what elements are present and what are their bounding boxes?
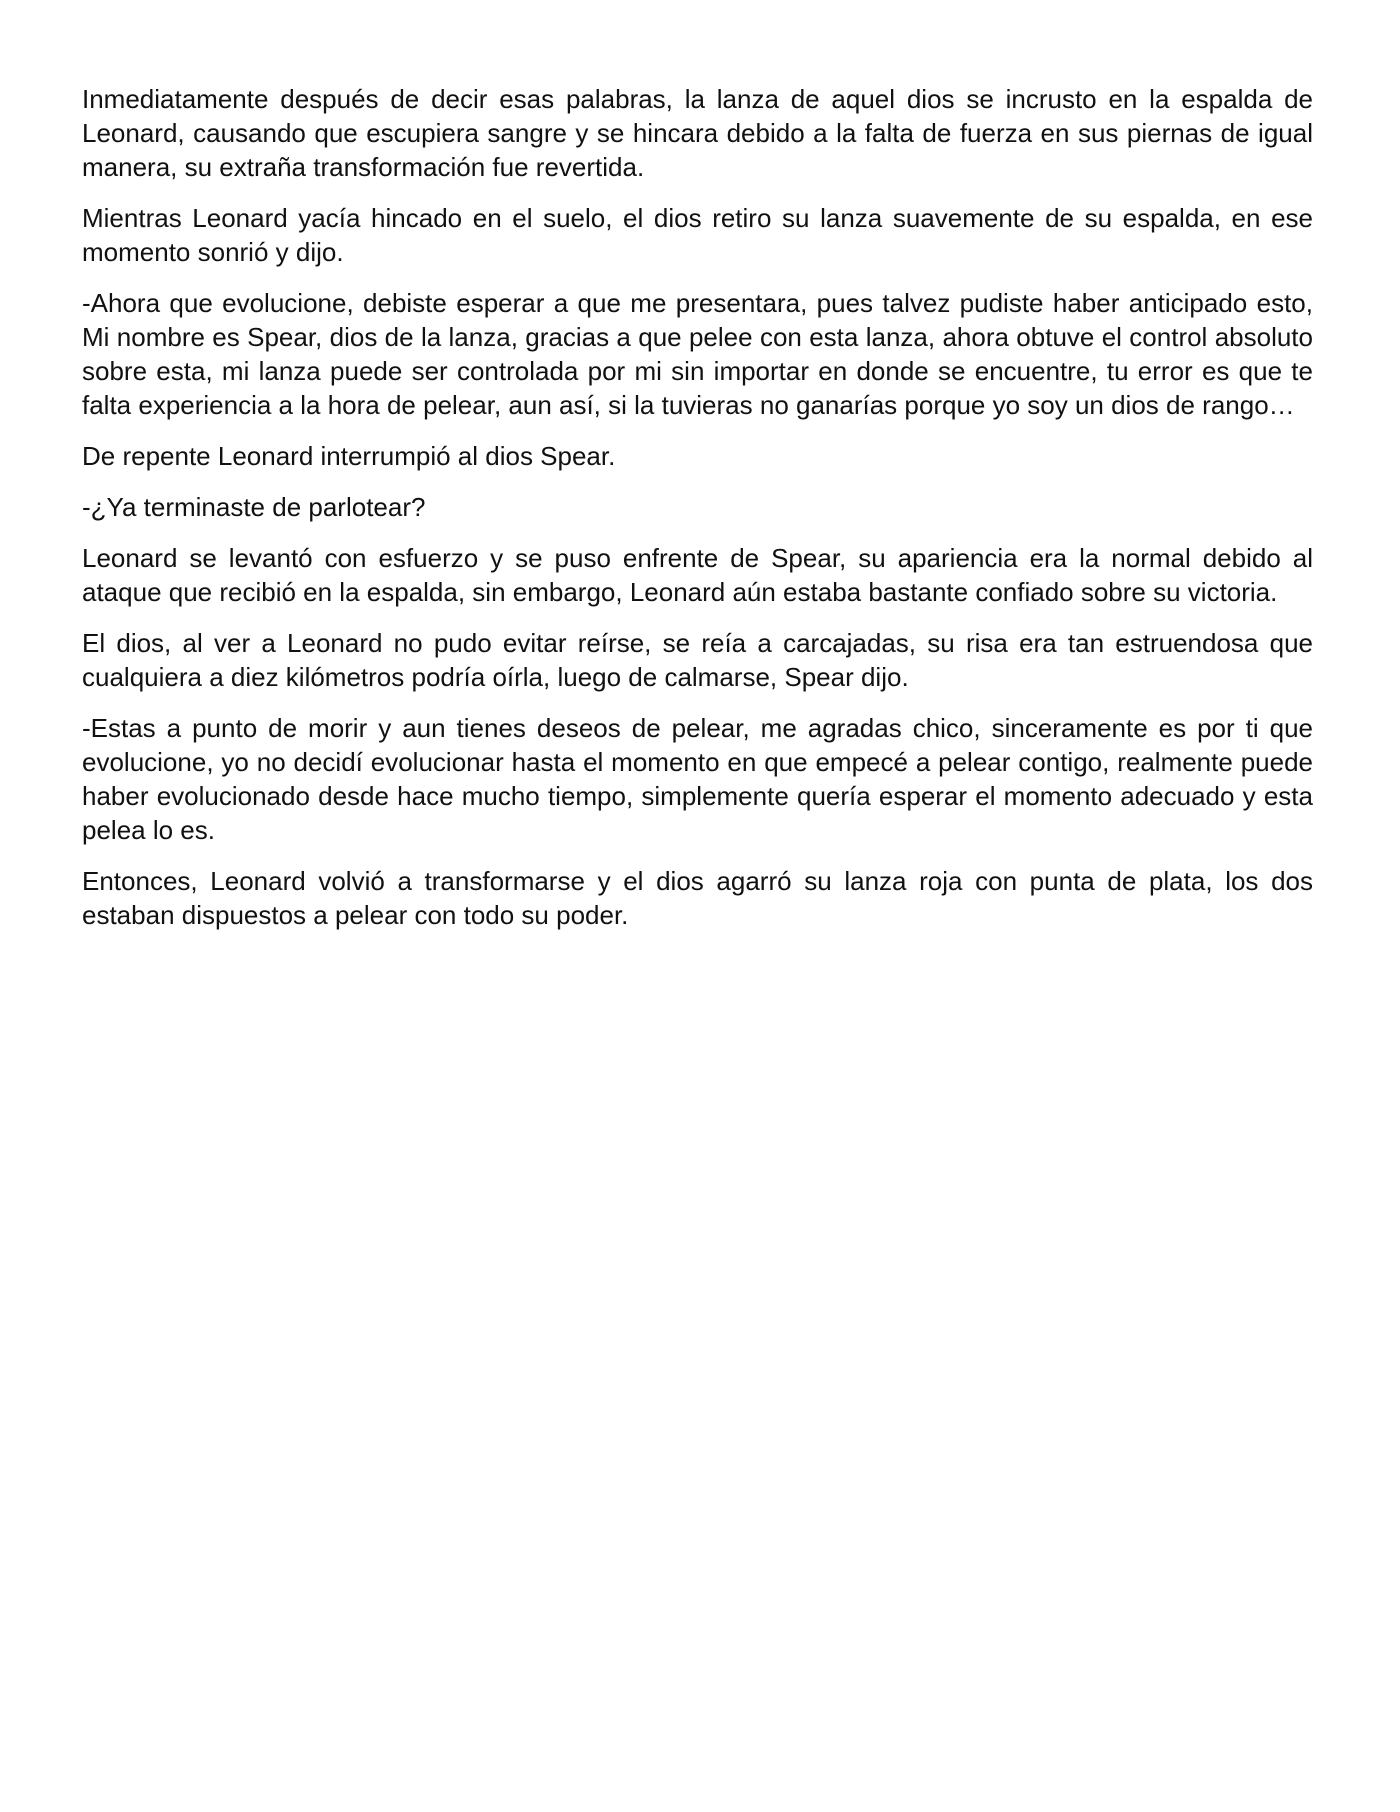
paragraph: Mientras Leonard yacía hincado en el suelo, el dios retiro su lanza suavemente de su espalda, en ese momento sonrió y dijo. [82,203,1313,267]
paragraph: Leonard se levantó con esfuerzo y se puso enfrente de Spear, su apariencia era la normal debido al ataque que recibió en la espalda, sin embargo, Leonard aún estaba bastante confiado sobre su victoria. [82,543,1313,607]
paragraph: El dios, al ver a Leonard no pudo evitar reírse, se reía a carcajadas, su risa era tan estruendosa que cualquiera a diez kilómetros podría oírla, luego de calmarse, Spear dijo. [82,628,1313,692]
paragraph: De repente Leonard interrumpió al dios Spear. [82,441,616,471]
paragraph: -Ahora que evolucione, debiste esperar a que me presentara, pues talvez pudiste haber anticipado esto, Mi nombre es Spear, dios de la lanza, gracias a que pelee con esta lanza, ahora obtuve el control absoluto sobre esta, mi lanza puede ser controlada por mi sin importar en donde se encuentre, tu error es que te falta experiencia a la hora de pelear, aun así, si la tuvieras no ganarías porque yo soy un dios de rango… [82,288,1313,420]
paragraph: -Estas a punto de morir y aun tienes deseos de pelear, me agradas chico, sinceramente es por ti que evolucione, yo no decidí evolucionar hasta el momento en que empecé a pelear contigo, realmente puede haber evolucionado desde hace mucho tiempo, simplemente quería esperar el momento adecuado y esta pelea lo es. [82,713,1313,845]
paragraph: -¿Ya terminaste de parlotear? [82,492,426,522]
document-body [82,82,1313,949]
paragraph: Entonces, Leonard volvió a transformarse y el dios agarró su lanza roja con punta de plata, los dos estaban dispuestos a pelear con todo su poder. [82,866,1313,930]
paragraph: Inmediatamente después de decir esas palabras, la lanza de aquel dios se incrusto en la espalda de Leonard, causando que escupiera sangre y se hincara debido a la falta de fuerza en sus piernas de igual manera, su extraña transformación fue revertida. [82,84,1313,182]
